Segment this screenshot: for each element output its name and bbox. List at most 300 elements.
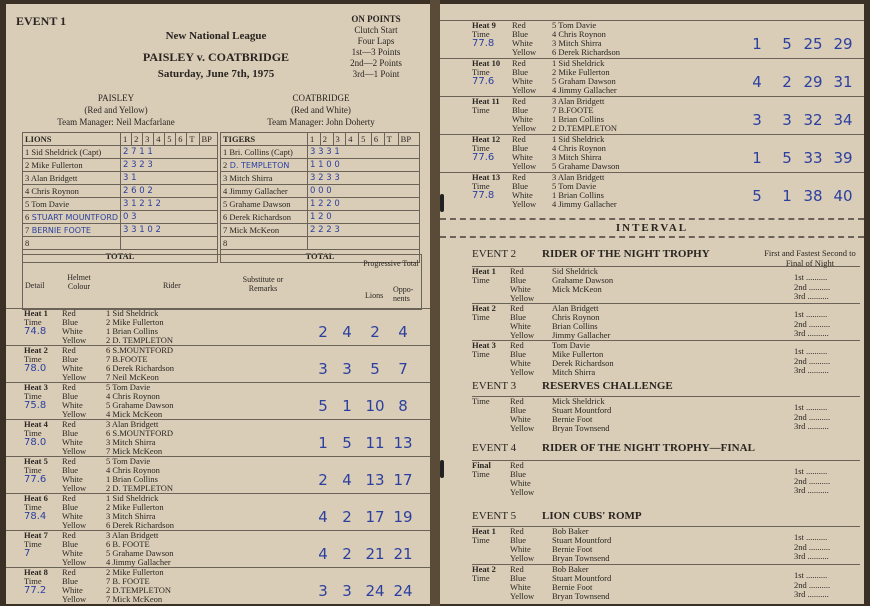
helmet-colour: Yellow	[62, 409, 87, 419]
heat-lt: 13	[365, 471, 385, 489]
tigers-rider-name: 1 Bri. Collins (Capt)	[221, 146, 308, 159]
helmet-colours	[512, 21, 552, 57]
rider-name: 3 Alan Bridgett	[106, 419, 159, 429]
heat-time: 77.2	[24, 585, 47, 596]
rider-name: 1 Brian Collins	[552, 114, 604, 124]
heat-title: Heat 2	[472, 303, 496, 313]
helmet-colour: Yellow	[510, 367, 535, 377]
helmet-colour: Red	[62, 345, 76, 355]
heat-label	[472, 565, 504, 583]
heat-label	[472, 135, 508, 162]
rider-name: 7 Mick McKeon	[106, 594, 163, 604]
heat-pp: 5	[752, 187, 762, 205]
heat-ot: 31	[833, 73, 853, 91]
places	[794, 273, 856, 302]
time-label: Time	[24, 465, 42, 475]
heat-op: 3	[342, 582, 352, 600]
rider-list	[106, 383, 206, 419]
time-label: Time	[24, 502, 42, 512]
time-label: Time	[472, 105, 490, 115]
places	[794, 347, 856, 376]
helmet-colour: Blue	[510, 405, 527, 415]
helmet-colour: Red	[62, 308, 76, 318]
rider-name: 1 Sid Sheldrick	[552, 58, 605, 68]
helmet-colour: Red	[62, 419, 76, 429]
heat-pp: 5	[318, 397, 328, 415]
tigers-rider-name: 8	[221, 237, 308, 250]
heats-header: Detail Helmet Colour Rider Substitute or Remarks Progressive Total Lions Oppo- nents	[22, 254, 422, 310]
rider-name: 1 Brian Collins	[106, 474, 158, 484]
lions-handwritten-scores: 0 3	[121, 211, 218, 224]
time-label: Time	[472, 181, 490, 191]
helmet-colour: White	[510, 582, 531, 592]
heat-lt: 32	[803, 111, 823, 129]
helmet-colour: White	[510, 284, 531, 294]
helmet-colour: Red	[62, 456, 76, 466]
helmet-colour: Yellow	[62, 520, 87, 530]
time-label: Time	[472, 275, 490, 285]
lions-row	[23, 185, 218, 198]
lions-handwritten-scores: 2 7 1 1	[121, 146, 218, 159]
heat-time: 77.6	[472, 76, 495, 87]
tigers-rider-name: 5 Grahame Dawson	[221, 198, 308, 211]
helmet-colour: Yellow	[512, 85, 537, 95]
helmet-colour: White	[512, 190, 533, 200]
heat-label	[24, 309, 60, 336]
place-slot: 3rd ..........	[794, 551, 829, 561]
rider-name: 3 Mitch Shirra	[106, 511, 156, 521]
heat-title: Heat 9	[472, 20, 496, 30]
place-slot: 3rd ..........	[794, 365, 829, 375]
helmet-colour: Blue	[62, 317, 79, 327]
heat-title: Final	[472, 460, 491, 470]
helmet-colours	[512, 173, 552, 209]
rider-name: 2 Mike Fullerton	[106, 567, 164, 577]
rider-name: 5 Graham Dawson	[552, 76, 616, 86]
helmet-colour: Blue	[62, 502, 79, 512]
heat-pp: 2	[318, 471, 328, 489]
place-slot: 3rd ..........	[794, 485, 829, 495]
tigers-rider-name: 6 Derek Richardson	[221, 211, 308, 224]
helmet-colour: Red	[512, 58, 526, 68]
helmet-colours	[510, 461, 550, 497]
time-label: Time	[472, 143, 490, 153]
rider-name: 4 Jimmy Gallacher	[552, 85, 617, 95]
rider-name: 4 Chris Roynon	[552, 29, 606, 39]
heat-block	[6, 419, 430, 457]
heat-ot: 4	[398, 323, 408, 341]
heat-op: 2	[782, 73, 792, 91]
helmet-colour: Yellow	[62, 483, 87, 493]
place-slot: 1st ..........	[794, 272, 828, 282]
rider-name: Stuart Mountford	[552, 535, 612, 545]
tigers-rider-name: 3 Mitch Shirra	[221, 172, 308, 185]
lions-handwritten-name: STUART MOUNTFORD	[29, 212, 119, 222]
rider-name: 7 Neil McKeon	[106, 372, 159, 382]
helmet-colour: White	[62, 585, 83, 595]
rider-list	[106, 494, 206, 530]
paisley-info: PAISLEY (Red and Yellow) Team Manager: Neil Macfarlane	[57, 93, 175, 127]
helmet-colour: Blue	[62, 465, 79, 475]
heat-time: 77.6	[472, 152, 495, 163]
lions-handwritten-scores	[121, 237, 218, 250]
time-label: Time	[472, 349, 490, 359]
lions-row	[23, 237, 218, 250]
time-label: Time	[24, 317, 42, 327]
rider-list	[552, 267, 692, 294]
helmet-colour: Blue	[62, 539, 79, 549]
helmet-colour: Yellow	[512, 161, 537, 171]
heat-ot: 8	[398, 397, 408, 415]
heat-op: 5	[782, 35, 792, 53]
interval-banner: INTERVAL	[440, 218, 864, 238]
place-slot: 1st ..........	[794, 532, 828, 542]
helmet-colour: Yellow	[62, 446, 87, 456]
helmet-colour: White	[62, 363, 83, 373]
helmet-colours	[512, 59, 552, 95]
places	[794, 310, 856, 339]
heat-block	[6, 567, 430, 604]
time-label: Time	[24, 391, 42, 401]
time-label: Time	[24, 576, 42, 586]
rider-list	[552, 397, 692, 433]
lions-rider-name: 5 Tom Davie	[23, 198, 121, 211]
helmet-colour: White	[510, 414, 531, 424]
rider-name: Bob Baker	[552, 526, 589, 536]
rider-name: 1 Brian Collins	[106, 326, 158, 336]
heat-pp: 4	[318, 508, 328, 526]
helmet-colour: Red	[62, 567, 76, 577]
heat-op: 3	[782, 111, 792, 129]
rider-name: 7 B.FOOTE	[106, 354, 148, 364]
heat-block	[6, 456, 430, 494]
places	[794, 533, 856, 562]
rider-name: Bernie Foot	[552, 414, 593, 424]
heat-pp: 1	[752, 35, 762, 53]
helmet-colour: Yellow	[62, 372, 87, 382]
rider-name: 3 Mitch Shirra	[552, 152, 602, 162]
rider-list	[106, 420, 206, 456]
heat-title: Heat 13	[472, 172, 501, 182]
place-slot: 1st ..........	[794, 466, 828, 476]
heat-title: Heat 1	[472, 526, 496, 536]
event4-header: EVENT 4 RIDER OF THE NIGHT TROPHY—FINAL	[472, 442, 755, 454]
rider-name: 5 Tom Davie	[106, 456, 151, 466]
rider-name: Stuart Mountford	[552, 573, 612, 583]
time-label: Time	[24, 354, 42, 364]
lions-handwritten-scores: 2 6 0 2	[121, 185, 218, 198]
heat-lt: 25	[803, 35, 823, 53]
lions-row	[23, 159, 218, 172]
helmet-colour: Yellow	[62, 594, 87, 604]
helmet-colour: Yellow	[62, 335, 87, 345]
helmet-colour: Red	[512, 134, 526, 144]
time-label: Time	[472, 67, 490, 77]
heat-title: Heat 5	[24, 456, 48, 466]
time-label: Time	[472, 29, 490, 39]
heat-block	[440, 134, 864, 173]
league-name: New National League	[165, 30, 267, 42]
rider-name: Stuart Mountford	[552, 405, 612, 415]
rider-name: Derek Richardson	[552, 358, 614, 368]
helmet-colour: Yellow	[512, 123, 537, 133]
rider-list	[106, 531, 206, 567]
helmet-colour: Blue	[512, 143, 529, 153]
helmet-colour: Red	[512, 20, 526, 30]
tigers-table: TIGERS 1 2 3 4 5 6 T BP 1 Bri. Collins (Capt) 3 3 3 1 2 D. TEMPLETON 1 1 0 0 3 Mitch Shirra 3 2 3 3 4 Jimmy Gallacher 0 0 0 5 Grahame Dawson 1 2 2 0 6 Derek Richardson 1 2 0 7 Mick McKeon 2 2 2 3 8 TOTAL	[220, 132, 420, 263]
helmet-colour: Red	[510, 460, 524, 470]
helmet-colour: Red	[510, 526, 524, 536]
event-label: EVENT 1	[16, 14, 67, 28]
tigers-rider-name: 2 D. TEMPLETON	[221, 159, 308, 172]
helmet-colour: Yellow	[510, 553, 535, 563]
event3-header: EVENT 3 RESERVES CHALLENGE	[472, 380, 673, 392]
event-heat-block	[472, 266, 860, 307]
heat-ot: 17	[393, 471, 413, 489]
place-slot: 2nd ..........	[794, 411, 831, 422]
rider-name: 3 Alan Bridgett	[552, 96, 605, 106]
helmet-colour: White	[512, 38, 533, 48]
rider-name: 4 Chris Roynon	[106, 391, 160, 401]
place-slot: 2nd ..........	[794, 318, 831, 329]
time-label: Time	[472, 573, 490, 583]
rider-list	[552, 341, 692, 377]
rider-list	[552, 59, 652, 95]
heat-block	[440, 20, 864, 59]
book-gutter	[430, 0, 440, 606]
rider-name: 4 Jimmy Gallacher	[106, 557, 171, 567]
place-slot: 1st ..........	[794, 346, 828, 356]
rider-list	[106, 568, 206, 604]
rider-name: 5 Grahame Dawson	[106, 400, 174, 410]
event-heat-block	[472, 396, 860, 435]
event-heat-block	[472, 564, 860, 604]
rider-name: 4 Mick McKeon	[106, 409, 163, 419]
heat-title: Heat 11	[472, 96, 500, 106]
place-slot: 1st ..........	[794, 309, 828, 319]
helmet-colours	[62, 568, 102, 604]
heat-op: 3	[342, 360, 352, 378]
heat-lt: 33	[803, 149, 823, 167]
helmet-colour: Blue	[512, 29, 529, 39]
rider-name: 5 Tom Davie	[552, 20, 597, 30]
tigers-row	[221, 159, 420, 172]
helmet-colour: Blue	[512, 105, 529, 115]
rider-name: Chris Roynon	[552, 312, 600, 322]
heat-time: 75.8	[24, 400, 47, 411]
heat-ot: 13	[393, 434, 413, 452]
helmet-colour: White	[62, 400, 83, 410]
tigers-row	[221, 172, 420, 185]
heat-lt: 5	[370, 360, 380, 378]
heat-ot: 29	[833, 35, 853, 53]
event-heat-block	[472, 460, 860, 505]
helmet-colour: Red	[510, 266, 524, 276]
heat-ot: 39	[833, 149, 853, 167]
rider-name: 6 S.MOUNTFORD	[106, 345, 174, 355]
place-slot: 2nd ..........	[794, 475, 831, 486]
helmet-colour: White	[512, 152, 533, 162]
heat-label	[24, 346, 60, 373]
lions-rider-name: 8	[23, 237, 121, 250]
heat-title: Heat 2	[472, 564, 496, 574]
rider-name: 7 B. FOOTE	[106, 576, 150, 586]
helmet-colours	[62, 420, 102, 456]
heat-lt: 10	[365, 397, 385, 415]
rider-list	[552, 135, 652, 171]
helmet-colour: Blue	[510, 535, 527, 545]
rider-name: 1 Sid Sheldrick	[106, 493, 159, 503]
rider-name: 1 Brian Collins	[552, 190, 604, 200]
rider-name: Brian Collins	[552, 321, 598, 331]
rider-name: Mick Sheldrick	[552, 396, 605, 406]
heat-title: Heat 2	[24, 345, 48, 355]
rider-list	[552, 565, 692, 601]
places	[794, 467, 856, 496]
heat-op: 1	[342, 397, 352, 415]
heat-lt: 38	[803, 187, 823, 205]
lions-row	[23, 146, 218, 159]
place-slot: 1st ..........	[794, 570, 828, 580]
tigers-handwritten-scores	[308, 237, 420, 250]
heat-lt: 29	[803, 73, 823, 91]
helmet-colours	[512, 135, 552, 171]
heat-block	[6, 345, 430, 383]
helmet-colour: Blue	[510, 469, 527, 479]
rider-name: Mitch Shirra	[552, 367, 596, 377]
heat-time: 77.6	[24, 474, 47, 485]
rider-name: 6 Derek Richardson	[106, 520, 174, 530]
helmet-colours	[510, 341, 550, 377]
rider-name: 4 Chris Roynon	[106, 465, 160, 475]
heat-time: 7	[24, 548, 31, 559]
rider-name: 1 Sid Sheldrick	[106, 308, 159, 318]
helmet-colour: White	[62, 548, 83, 558]
heat-block	[6, 382, 430, 420]
rider-name: 2 Mike Fullerton	[106, 317, 164, 327]
rider-list	[106, 346, 206, 382]
tigers-handwritten-scores: 3 2 3 3	[308, 172, 420, 185]
helmet-colours	[510, 397, 550, 433]
helmet-colour: Blue	[62, 576, 79, 586]
place-slot: 2nd ..........	[794, 355, 831, 366]
heat-pp: 4	[752, 73, 762, 91]
heat-op: 4	[342, 323, 352, 341]
rider-name: 2 D. TEMPLETON	[106, 335, 173, 345]
rider-name: 5 Grahame Dawson	[552, 161, 620, 171]
heat-pp: 3	[752, 111, 762, 129]
event-heat-block	[472, 340, 860, 381]
rider-name: Bryan Townsend	[552, 591, 610, 601]
heat-op: 5	[782, 149, 792, 167]
rider-list	[552, 97, 652, 133]
heat-block	[6, 308, 430, 346]
rider-name: 2 D.TEMPLETON	[552, 123, 618, 133]
heat-block	[440, 96, 864, 135]
helmet-colour: White	[510, 358, 531, 368]
helmet-colour: White	[62, 511, 83, 521]
heat-lt: 24	[365, 582, 385, 600]
helmet-colours	[510, 565, 550, 601]
rider-list	[106, 309, 206, 345]
place-slot: 2nd ..........	[794, 281, 831, 292]
heat-title: Heat 10	[472, 58, 501, 68]
heat-ot: 34	[833, 111, 853, 129]
heat-pp: 4	[318, 545, 328, 563]
heat-op: 2	[342, 508, 352, 526]
heat-block	[6, 493, 430, 531]
tigers-handwritten-scores: 2 2 2 3	[308, 224, 420, 237]
lions-rider-name: 4 Chris Roynon	[23, 185, 121, 198]
tigers-handwritten-scores: 0 0 0	[308, 185, 420, 198]
heat-label	[472, 304, 504, 322]
heat-block	[440, 58, 864, 97]
heat-title: Heat 1	[24, 308, 48, 318]
heat-label	[24, 383, 60, 410]
helmet-colour: Red	[62, 493, 76, 503]
heat-label	[24, 420, 60, 447]
helmet-colour: Yellow	[510, 591, 535, 601]
helmet-colour: Yellow	[512, 199, 537, 209]
heat-label	[24, 494, 60, 521]
helmet-colour: Red	[512, 172, 526, 182]
rider-name: 3 Mitch Shirra	[552, 38, 602, 48]
heat-title: Heat 4	[24, 419, 48, 429]
rider-name: 5 Tom Davie	[552, 181, 597, 191]
helmet-colour: White	[62, 437, 83, 447]
time-label: Time	[24, 539, 42, 549]
lions-rider-name: 1 Sid Sheldrick (Capt)	[23, 146, 121, 159]
tigers-handwritten-name: D. TEMPLETON	[227, 160, 290, 170]
heat-title: Heat 7	[24, 530, 48, 540]
event2-header: EVENT 2 RIDER OF THE NIGHT TROPHY First and Fastest Second to Final of Night	[472, 248, 856, 268]
rider-name: Grahame Dawson	[552, 275, 614, 285]
helmet-colours	[62, 494, 102, 530]
place-slot: 2nd ..........	[794, 541, 831, 552]
places	[794, 571, 856, 600]
heat-lt: 17	[365, 508, 385, 526]
helmet-colour: Yellow	[62, 557, 87, 567]
heat-block	[440, 172, 864, 211]
lions-table: LIONS 1 2 3 4 5 6 T BP 1 Sid Sheldrick (Capt) 2 7 1 1 2 Mike Fullerton 2 3 2 3 3 Alan Bridgett 3 1 4 Chris Roynon 2 6 0 2 5 Tom Davie 3 1 2 1 2 6 STUART MOUNTFORD 0 3 7 BERNIE FOOTE 3 3 1 0 2 8 TOTAL	[22, 132, 218, 263]
heat-label	[24, 457, 60, 484]
place-slot: 1st ..........	[794, 402, 828, 412]
helmet-colour: Yellow	[510, 293, 535, 303]
heat-label	[472, 341, 504, 359]
time-label: Time	[472, 535, 490, 545]
helmet-colours	[62, 346, 102, 382]
helmet-colour: Red	[510, 564, 524, 574]
rider-name: 2 D. TEMPLETON	[106, 483, 173, 493]
lions-handwritten-scores: 3 1 2 1 2	[121, 198, 218, 211]
rider-name: 7 B.FOOTE	[552, 105, 594, 115]
heat-lt: 11	[365, 434, 385, 452]
rider-name: 4 Chris Roynon	[552, 143, 606, 153]
tigers-row	[221, 146, 420, 159]
event-heat-block	[472, 303, 860, 344]
helmet-colour: Red	[512, 96, 526, 106]
lions-row	[23, 172, 218, 185]
helmet-colour: Blue	[510, 349, 527, 359]
heat-title: Heat 1	[472, 266, 496, 276]
heat-title: Heat 8	[24, 567, 48, 577]
tigers-handwritten-scores: 1 2 0	[308, 211, 420, 224]
heat-lt: 21	[365, 545, 385, 563]
tigers-handwritten-scores: 1 1 0 0	[308, 159, 420, 172]
heat-block	[6, 530, 430, 568]
helmet-colour: Blue	[62, 391, 79, 401]
lions-rider-name: 3 Alan Bridgett	[23, 172, 121, 185]
